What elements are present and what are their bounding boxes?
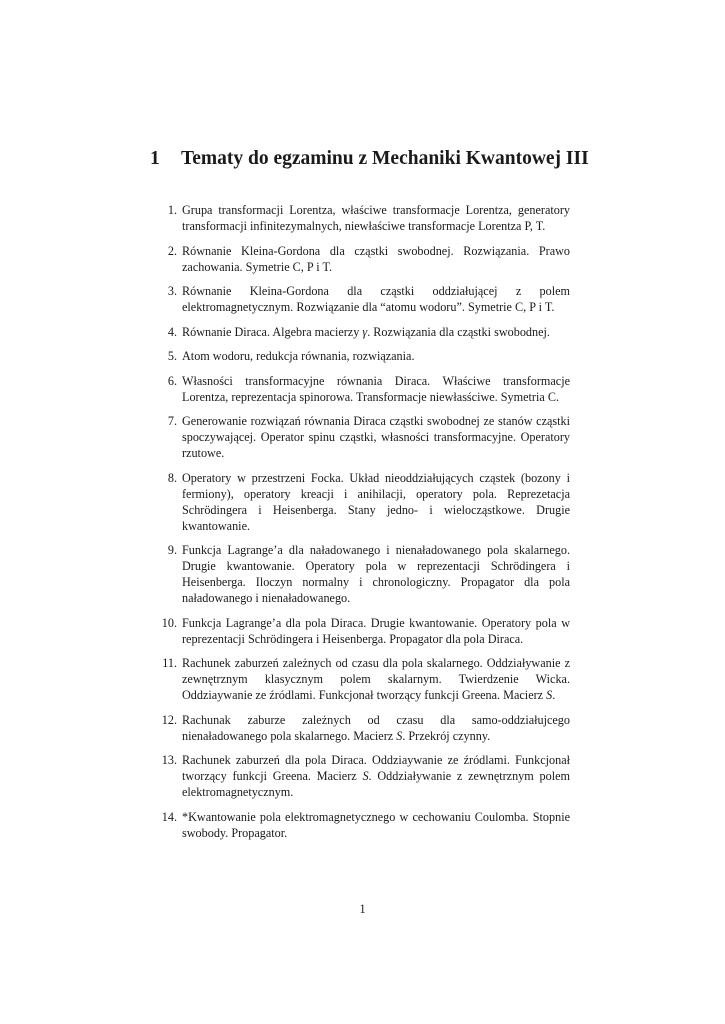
item-text: Rachunek zaburzeń dla pola Diraca. Oddziaywanie ze źródlami. Funkcjonał tworzący funkcji Greena. Macierz S. Oddziaływanie z zewnętrznym polem elektromagnetycznym. [182, 753, 570, 799]
item-number: 11. [162, 656, 177, 670]
item-number: 8. [167, 470, 177, 485]
list-item [150, 373, 570, 405]
item-number: 13. [161, 753, 177, 767]
item-number: 10. [161, 615, 177, 630]
item-number: 7. [167, 414, 177, 428]
item-text: Własności transformacyjne równania Diraca. Właściwe transformacje Lorentza, reprezentacja spinorowa. Transformacje niewłasściwe. Symetria C. [182, 373, 570, 404]
exam-topics-list [150, 202, 570, 849]
list-item [150, 283, 570, 315]
item-text: Funkcja Lagrange’a dla pola Diraca. Drugie kwantowanie. Operatory pola w reprezentacji Schrödingera i Heisenberga. Propagator dla pola Diraca. [182, 615, 570, 646]
item-number: 5. [167, 349, 177, 363]
item-number: 9. [167, 543, 177, 557]
list-item [150, 542, 570, 606]
list-item [150, 752, 570, 800]
item-text: Funkcja Lagrange’a dla naładowanego i nienaładowanego pola skalarnego. Drugie kwantowanie. Operatory pola w reprezentacji Schrödingera i Heisenberga. Iloczyn normalny i chronologiczny. Propagator dla pola naładowanego i nienaładowanego. [182, 543, 570, 605]
list-item [150, 470, 570, 534]
item-text: Równanie Kleina-Gordona dla cząstki oddziałującej z polem elektromagnetycznym. Rozwiązanie dla “atomu wodoru”. Symetrie C, P i T. [182, 284, 570, 314]
item-number: 2. [167, 243, 177, 258]
item-number: 1. [167, 203, 177, 217]
item-text: Generowanie rozwiązań równania Diraca cząstki swobodnej ze stanów cząstki spoczywającej. Operator spinu cząstki, własności transformacyjne. Operatory rzutowe. [182, 414, 570, 460]
section-title: Tematy do egzaminu z Mechaniki Kwantowej III [181, 148, 589, 169]
list-item [150, 243, 570, 275]
item-text: *Kwantowanie pola elektromagnetycznego w cechowaniu Coulomba. Stopnie swobody. Propagator. [182, 809, 570, 840]
list-item [150, 202, 570, 234]
list-item [150, 413, 570, 461]
item-text: Rachunak zaburze zależnych od czasu dla samo-oddziałujcego nienaładowanego pola skalarnego. Macierz S. Przekrój czynny. [182, 712, 570, 743]
item-text: Operatory w przestrzeni Focka. Układ nieoddziałujących cząstek (bozony i fermiony), operatory kreacji i anihilacji, operatory pola. Reprezetacja Schrödingera i Heisenberga. Stany jedno- i wielocząstkowe. Drugie kwantowanie. [182, 470, 570, 533]
list-item [150, 348, 570, 364]
list-item [150, 655, 570, 703]
list-item [150, 615, 570, 647]
item-number: 3. [167, 284, 177, 298]
item-number: 6. [167, 373, 177, 388]
item-number: 4. [167, 324, 177, 339]
list-item [150, 809, 570, 841]
item-number: 12. [161, 712, 177, 727]
item-number: 14. [161, 809, 177, 824]
item-text: Równanie Diraca. Algebra macierzy γ. Rozwiązania dla cząstki swobodnej. [182, 324, 550, 339]
page-number: 1 [359, 902, 366, 916]
list-item [150, 712, 570, 744]
item-text: Rachunek zaburzeń zależnych od czasu dla pola skalarnego. Oddziaływanie z zewnętrznym klasycznym polem skalarnym. Twierdzenie Wicka. Oddziaywanie ze źródlami. Funkcjonał tworzący funkcji Greena. Macierz S. [182, 656, 570, 702]
item-text: Atom wodoru, redukcja równania, rozwiązania. [182, 349, 415, 363]
section-number: 1 [150, 148, 160, 169]
list-item [150, 324, 570, 340]
item-text: Grupa transformacji Lorentza, właściwe transformacje Lorentza, generatory transformacji infinitezymalnych, niewłaściwe transformacje Lorentza P, T. [182, 203, 570, 233]
item-text: Równanie Kleina-Gordona dla cząstki swobodnej. Rozwiązania. Prawo zachowania. Symetrie C, P i T. [182, 243, 570, 274]
